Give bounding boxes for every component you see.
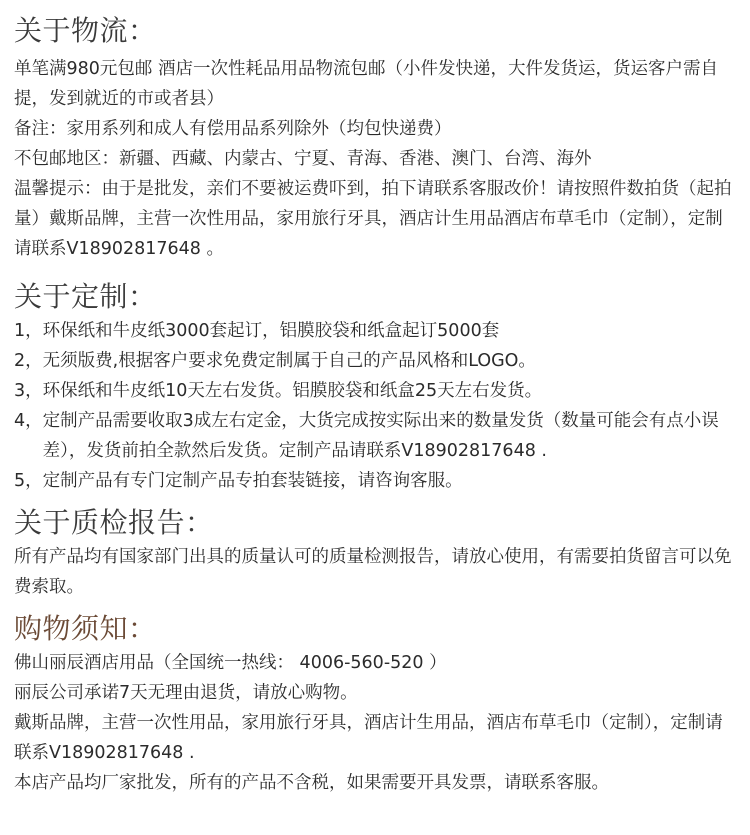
custom-item-3 xyxy=(14,376,738,406)
custom-item-number: 1， xyxy=(14,321,43,341)
custom-item-text: 无须版费,根据客户要求免费定制属于自己的产品风格和LOGO。 xyxy=(42,351,536,371)
custom-item-text: 定制产品需要收取3成左右定金，大货完成按实际出来的数量发货（数量可能会有点小误差），发货前拍全款然后发货。定制产品请联系V18902817648 . xyxy=(42,411,719,461)
logistics-section xyxy=(14,0,738,264)
custom-item-text: 环保纸和牛皮纸3000套起订，铝膜胶袋和纸盒起订5000套 xyxy=(42,321,500,341)
logistics-remark-text: 备注：家用系列和成人有偿用品系列除外（均包快递费） xyxy=(14,119,452,139)
custom-item-5 xyxy=(14,466,738,496)
custom-item-number: 4， xyxy=(14,411,43,431)
notice-brand-text: 戴斯品牌，主营一次性用品，家用旅行牙具，酒店计生用品，酒店布草毛巾（定制），定制请联系V18902817648 . xyxy=(14,713,723,763)
custom-item-number: 5， xyxy=(14,471,43,491)
custom-heading: 关于定制： xyxy=(14,280,157,313)
custom-item-text: 定制产品有专门定制产品专拍套装链接，请咨询客服。 xyxy=(42,471,463,491)
custom-item-number: 3， xyxy=(14,381,43,401)
logistics-free-shipping-text: 单笔满980元包邮 酒店一次性耗品用品物流包邮（小件发快递，大件发货运，货运客户需自提，发到就近的市或者县） xyxy=(14,59,718,109)
logistics-excluded-regions-text: 不包邮地区：新疆、西藏、内蒙古、宁夏、青海、香港、澳门、台湾、海外 xyxy=(14,149,592,169)
custom-section xyxy=(14,264,738,496)
custom-item-text: 环保纸和牛皮纸10天左右发货。铝膜胶袋和纸盒25天左右发货。 xyxy=(42,381,543,401)
quality-heading: 关于质检报告： xyxy=(14,506,214,539)
logistics-heading: 关于物流： xyxy=(14,14,157,47)
logistics-tip-text: 温馨提示：由于是批发，亲们不要被运费吓到，拍下请联系客服改价！请按照件数拍货（起拍量）戴斯品牌，主营一次性用品，家用旅行牙具，酒店计生用品酒店布草毛巾（定制），定制请联系V18902817648 。 xyxy=(14,179,732,259)
notice-heading: 购物须知： xyxy=(14,612,157,645)
quality-section xyxy=(14,496,738,602)
custom-item-1 xyxy=(14,316,738,346)
custom-item-number: 2， xyxy=(14,351,43,371)
quality-text: 所有产品均有国家部门出具的质量认可的质量检测报告，请放心使用，有需要拍货留言可以免费索取。 xyxy=(14,547,732,597)
custom-item-2 xyxy=(14,346,738,376)
notice-invoice-text: 本店产品均厂家批发，所有的产品不含税，如果需要开具发票，请联系客服。 xyxy=(14,773,609,793)
notice-section xyxy=(14,602,738,798)
notice-return-policy-text: 丽辰公司承诺7天无理由退货，请放心购物。 xyxy=(14,683,358,703)
custom-item-4 xyxy=(14,406,738,466)
notice-hotline-text: 佛山丽辰酒店用品（全国统一热线： 4006-560-520 ） xyxy=(14,653,447,673)
